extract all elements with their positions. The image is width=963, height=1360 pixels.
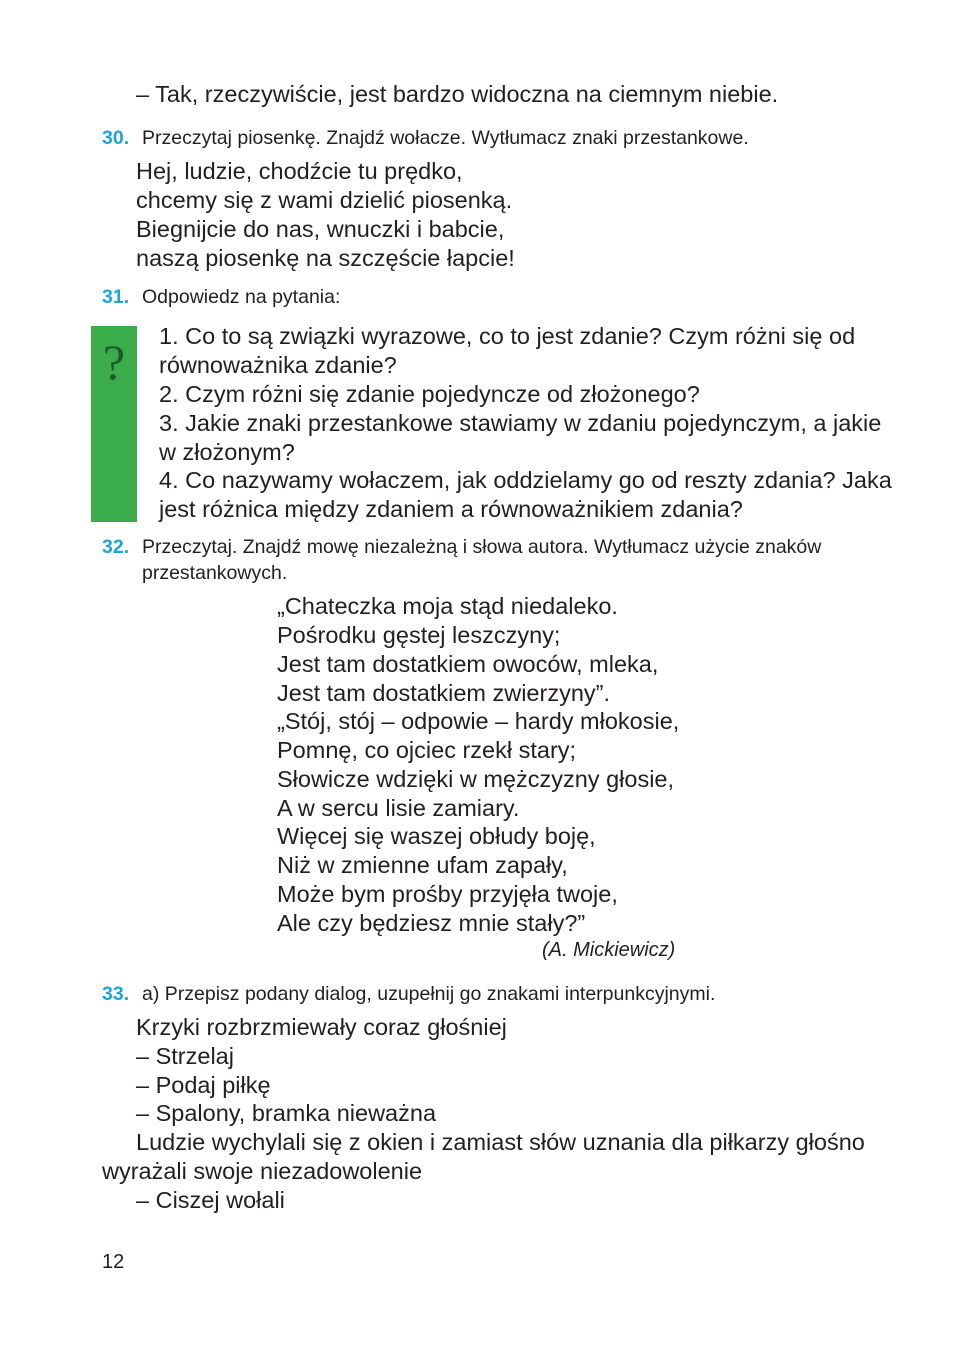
poem-line: Słowicze wdzięki w mężczyzny głosie,: [277, 766, 675, 792]
question-line: 1. Co to są związki wyrazowe, co to jest zdanie? Czym różni się od: [159, 323, 856, 349]
poem-line: Jest tam dostatkiem owoców, mleka,: [277, 651, 659, 677]
song-line: chcemy się z wami dzielić piosenką.: [136, 187, 513, 213]
song-line: Hej, ludzie, chodźcie tu prędko,: [136, 158, 463, 184]
task-30-instruction: Przeczytaj piosenkę. Znajdź wołacze. Wytłumacz znaki przestankowe.: [142, 127, 749, 149]
task-number-31: 31.: [102, 286, 130, 308]
poem-line: Jest tam dostatkiem zwierzyny”.: [277, 680, 611, 706]
song-line: Biegnijcie do nas, wnuczki i babcie,: [136, 216, 505, 242]
song-line: naszą piosenkę na szczęście łapcie!: [136, 245, 515, 271]
task-number-30: 30.: [102, 127, 130, 149]
poem-line: Może bym prośby przyjęła twoje,: [277, 881, 618, 907]
question-line: w złożonym?: [159, 439, 295, 465]
question-box: [91, 326, 137, 522]
task-33-instruction: a) Przepisz podany dialog, uzupełnij go znakami interpunkcyjnymi.: [142, 983, 716, 1005]
page-number: 12: [102, 1251, 125, 1273]
question-line: jest różnica między zdaniem a równoważnikiem zdania?: [159, 496, 743, 522]
task-number-33: 33.: [102, 983, 130, 1005]
poem-line: Ale czy będziesz mnie stały?”: [277, 910, 586, 936]
question-line: 2. Czym różni się zdanie pojedyncze od złożonego?: [159, 381, 700, 407]
poem-line: Więcej się waszej obłudy boję,: [277, 823, 596, 849]
poem-line: Pomnę, co ojciec rzekł stary;: [277, 737, 577, 763]
poem-author: (A. Mickiewicz): [542, 939, 676, 961]
question-mark-icon: ?: [102, 334, 126, 390]
poem-line: A w sercu lisie zamiary.: [277, 795, 520, 821]
poem-line: Niż w zmienne ufam zapały,: [277, 852, 568, 878]
task-number-32: 32.: [102, 536, 130, 558]
task-32-instruction: przestankowych.: [142, 562, 288, 584]
dialog-line: – Strzelaj: [136, 1043, 234, 1069]
task-32-instruction: Przeczytaj. Znajdź mowę niezależną i słowa autora. Wytłumacz użycie znaków: [142, 536, 822, 558]
poem-line: „Stój, stój – odpowie – hardy młokosie,: [277, 708, 680, 734]
task-31-instruction: Odpowiedz na pytania:: [142, 286, 341, 308]
dialog-line: – Spalony, bramka nieważna: [136, 1100, 437, 1126]
poem-line: „Chateczka moja stąd niedaleko.: [277, 593, 618, 619]
dialog-line: – Podaj piłkę: [136, 1072, 271, 1098]
poem-line: Pośrodku gęstej leszczyny;: [277, 622, 561, 648]
intro-line: – Tak, rzeczywiście, jest bardzo widoczna na ciemnym niebie.: [136, 81, 779, 107]
question-line: 3. Jakie znaki przestankowe stawiamy w zdaniu pojedynczym, a jakie: [159, 410, 882, 436]
dialog-line: Krzyki rozbrzmiewały coraz głośniej: [136, 1014, 507, 1040]
dialog-line: Ludzie wychylali się z okien i zamiast słów uznania dla piłkarzy głośno: [136, 1129, 865, 1155]
dialog-line: – Ciszej wołali: [136, 1187, 285, 1213]
dialog-line: wyrażali swoje niezadowolenie: [102, 1158, 423, 1184]
question-line: równoważnika zdanie?: [159, 352, 397, 378]
question-line: 4. Co nazywamy wołaczem, jak oddzielamy go od reszty zdania? Jaka: [159, 467, 892, 493]
